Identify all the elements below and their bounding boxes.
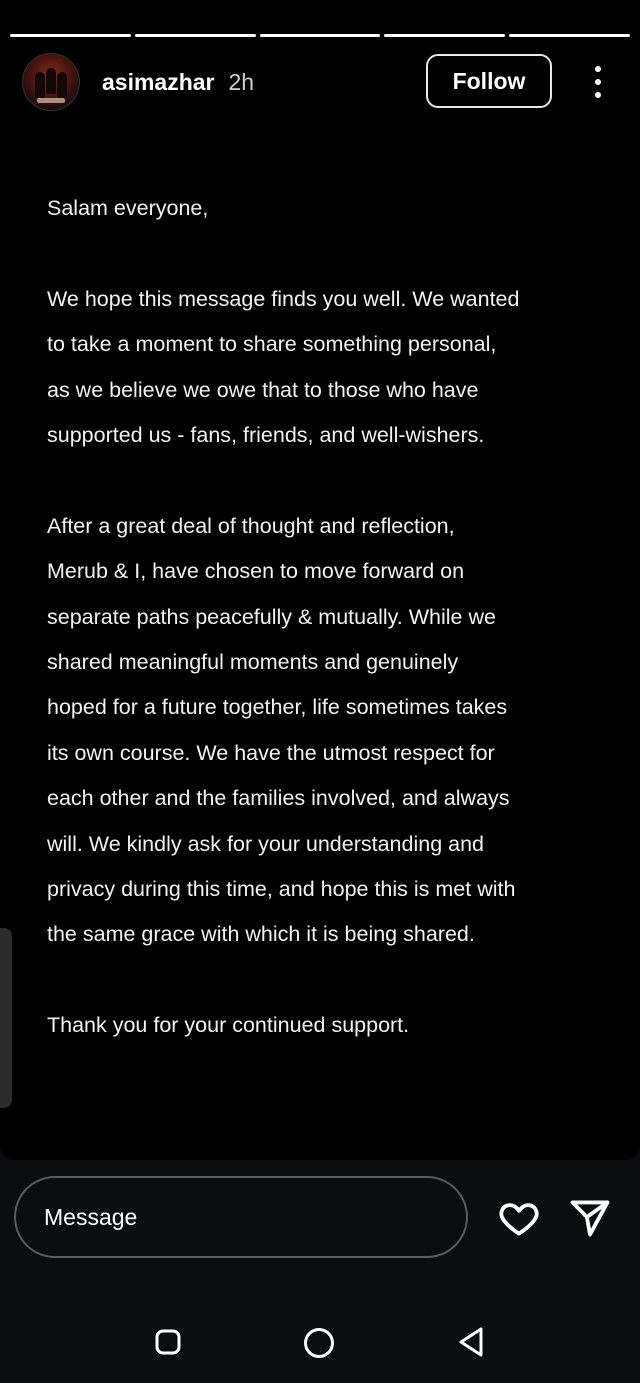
message-paragraph — [47, 186, 587, 231]
message-line: each other and the families involved, and always — [47, 786, 510, 811]
message-line: Thank you for your continued support. — [47, 1013, 410, 1038]
username[interactable]: asimazhar — [102, 68, 215, 95]
progress-segment — [135, 34, 256, 37]
message-line: privacy during this time, and hope this is met with — [47, 877, 516, 902]
message-line: After a great deal of thought and reflection, — [47, 513, 455, 538]
story-progress-bar — [10, 34, 630, 37]
message-line: We hope this message finds you well. We wanted — [47, 286, 520, 311]
progress-segment — [509, 34, 630, 37]
progress-segment — [384, 34, 505, 37]
message-line: the same grace with which it is being shared. — [47, 922, 475, 947]
message-line: will. We kindly ask for your understanding and — [47, 831, 484, 856]
post-time: 2h — [228, 68, 255, 95]
progress-segment — [10, 34, 131, 37]
message-line: supported us - fans, friends, and well-wishers. — [47, 423, 485, 448]
message-line: Salam everyone, — [47, 196, 209, 220]
back-icon[interactable] — [454, 1324, 488, 1360]
message-line: as we believe we owe that to those who have — [47, 377, 479, 402]
message-line: to take a moment to share something personal, — [47, 332, 497, 357]
heart-icon[interactable] — [496, 1196, 542, 1240]
message-placeholder: Message — [44, 1204, 138, 1230]
progress-segment — [260, 34, 381, 37]
message-paragraph — [47, 1003, 587, 1048]
edge-panel-handle[interactable] — [0, 928, 12, 1108]
story-header — [22, 54, 620, 110]
message-line: shared meaningful moments and genuinely — [47, 650, 459, 675]
follow-button[interactable]: Follow — [426, 54, 552, 108]
story-message — [47, 186, 587, 1049]
message-paragraph — [47, 504, 587, 958]
send-icon[interactable] — [568, 1196, 612, 1240]
avatar[interactable] — [22, 53, 80, 111]
message-line: hoped for a future together, life sometimes takes — [47, 695, 508, 720]
more-vertical-icon[interactable] — [586, 66, 610, 98]
message-input[interactable] — [14, 1176, 468, 1258]
system-nav-bar — [0, 1300, 640, 1383]
message-paragraph — [47, 277, 587, 459]
message-line: separate paths peacefully & mutually. While we — [47, 604, 496, 629]
message-line: Merub & I, have chosen to move forward on — [47, 559, 465, 584]
home-icon[interactable] — [302, 1326, 336, 1360]
message-line: its own course. We have the utmost respect for — [47, 740, 495, 765]
recent-apps-icon[interactable] — [152, 1326, 184, 1358]
